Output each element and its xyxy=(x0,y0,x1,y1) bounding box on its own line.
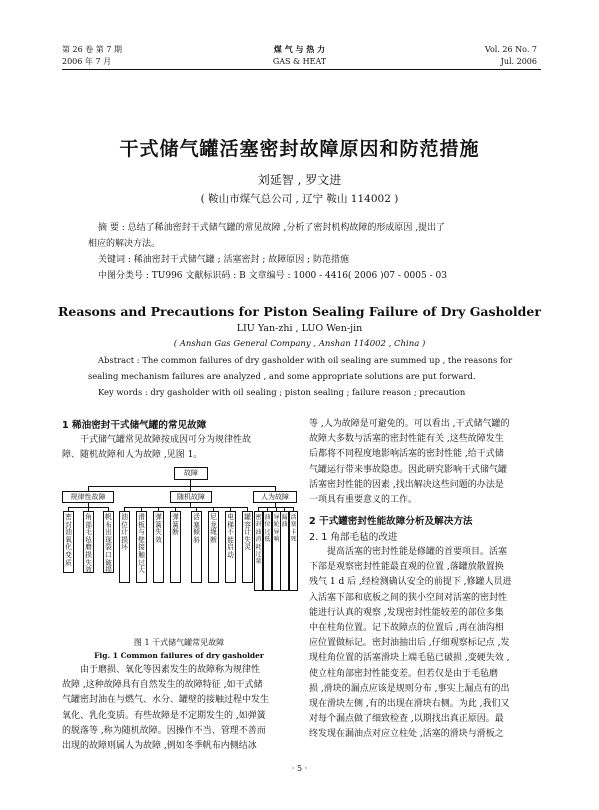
journal-date-en: Jul. 2006 xyxy=(500,57,537,66)
paper-title-en: Reasons and Precautions for Piston Sealing Failure of Dry Gasholder xyxy=(58,304,541,319)
para-line: 现柱角位置的活塞滑块上端毛毡已破损 ,变硬失效 , xyxy=(309,653,510,664)
fig-leaf: 密封油消耗过量 xyxy=(254,511,263,591)
fig-leaf: 弹簧失效 xyxy=(153,511,164,583)
para-line: 入活塞下部和底板之间的狭小空间对活塞的密封性 xyxy=(309,592,508,603)
para-line: 能进行认真的观察 ,发现密封性能较差的部位多集 xyxy=(309,607,504,618)
fig-leaf: 帆布出现裂口破损 xyxy=(103,511,114,573)
page-number: · 5 · xyxy=(291,764,308,773)
abstract-en-line2: sealing mechanism failures are analyzed , and some appropriate solutions are put forward. xyxy=(88,371,476,381)
journal-date: 2006 年 7 月 xyxy=(62,57,112,66)
header-rule xyxy=(62,69,541,70)
fig-leaf: 密封油氧化变质 xyxy=(63,511,74,573)
fig-leaf: 油位过低 xyxy=(263,511,272,591)
figure1-caption-cn: 图 1 干式储气罐常见故障 xyxy=(133,638,225,647)
fig-leaf: 活塞卡死 xyxy=(289,511,298,591)
keywords-cn: 关键词 : 稀油密封干式储气罐 ; 活塞密封 ; 故障原因 ; 防范措施 xyxy=(98,255,350,265)
abstract-en xyxy=(88,352,518,400)
para-line: 下部是观察密封性能最直观的位置 ,落罐放散置换 xyxy=(309,562,504,573)
para-line: 障、随机故障和人为故障 ,见图 1。 xyxy=(62,450,203,461)
para-line: 残气 1 d 后 ,经检测确认安全的前提下 ,修罐人员进 xyxy=(309,577,512,588)
para-line: 故障大多数与活塞的密封性能有关 ,这些故障发生 xyxy=(309,434,504,445)
journal-volume-en: Vol. 26 No. 7 xyxy=(484,45,537,54)
fig-leaf: 导轮异响 xyxy=(272,511,281,591)
para-line: 的脱落等 ,称为随机故障。因操作不当、管理不善而 xyxy=(62,725,266,736)
fig-leaf: 滑板与壁接触过大 xyxy=(136,511,147,583)
fig-root: 故障 xyxy=(174,467,208,480)
journal-volume: 第 26 卷 第 7 期 xyxy=(62,45,122,54)
para-line: 氧化、乳化变质。有些故障是不定期发生的 ,如弹簧 xyxy=(62,710,266,721)
para-line: 终发现在漏油点对应立柱处 ,活塞的滑块与滑板之 xyxy=(309,729,504,740)
para-line: 干式储气罐常见故障按成因可分为规律性故 xyxy=(80,435,252,445)
abstract-en-line1: Abstract : The common failures of dry gasholder with oil sealing are summed up , the reasons for xyxy=(98,355,513,365)
abstract-cn xyxy=(88,220,518,284)
para-line: 一项具有重要意义的工作。 xyxy=(309,495,418,506)
keywords-en: Key words : dry gasholder with oil sealing ; piston sealing ; failure reason ; precaution xyxy=(98,387,466,397)
figure1-caption-en: Fig. 1 Common failures of dry gasholder xyxy=(94,651,264,660)
paper-authors-en: LIU Yan-zhi , LUO Wen-jin xyxy=(236,323,363,334)
journal-name-cn: 煤 气 与 热 力 xyxy=(273,44,326,54)
para-line: 提高活塞的密封性能是修罐的首要项目。活塞 xyxy=(327,547,508,557)
para-line: 故障 ,这种故障具有自然发生的故障特征 ,如干式储 xyxy=(62,680,263,691)
para-line: 应位置做标记。密封油抽出后 ,仔细观察标记点 ,发 xyxy=(309,638,510,649)
section21-heading: 2. 1 角部毛毡的改进 xyxy=(309,532,398,543)
abstract-cn-line1: 摘 要 : 总结了稀油密封干式储气罐的常见故障 ,分析了密封机构故障的形成原因 ,提出了 xyxy=(98,223,446,233)
journal-name-en: GAS & HEAT xyxy=(272,57,327,66)
para-line: 现在滑块左侧 ,有的出现在滑块右侧。为此 ,我们又 xyxy=(309,699,510,710)
para-line: 气罐运行带来事故隐患。因此研究影响干式储气罐 xyxy=(309,464,508,475)
fig-leaf: 活塞倾斜 xyxy=(191,511,202,583)
para-line: 等 ,人为故障是可避免的。可以看出 ,干式储气罐的 xyxy=(309,419,510,429)
para-line: 活塞密封性能的因素 ,找出解决这些问题的办法是 xyxy=(309,479,504,490)
para-line: 出现的故障则属人为故障 ,例如冬季帆布内侧结冰 xyxy=(62,741,257,752)
fig-leaf: 罐容计失灵 xyxy=(242,511,253,583)
classification-cn: 中图分类号 : TU996 文献标识码 : B 文章编号 : 1000 - 4416( 2006 )07 - 0005 - 03 xyxy=(98,271,447,281)
paper-authors: 刘延智 , 罗文进 xyxy=(257,173,342,187)
para-line: 气罐密封油在与燃气、水分、罐壁的接触过程中发生 xyxy=(62,695,270,706)
section2-heading: 2 干式罐密封性能故障分析及解决方法 xyxy=(309,516,473,527)
para-line: 中在柱角位置。记下故障点的位置后 ,再在油沟相 xyxy=(309,623,504,634)
para-line: 对每个漏点做了细致检查 ,以期找出真正原因。最 xyxy=(309,714,504,725)
paper-affiliation: ( 鞍山市煤气总公司 , 辽宁 鞍山 114002 ) xyxy=(200,193,399,205)
paper-title: 干式储气罐活塞密封故障原因和防范措施 xyxy=(119,138,480,160)
section1-heading: 1 稀油密封干式储气罐的常见故障 xyxy=(62,420,207,431)
right-para1 xyxy=(309,417,540,508)
section21-para xyxy=(309,545,540,743)
fig-group-regular: 规律性故障 xyxy=(62,491,114,503)
paper-affiliation-en: ( Anshan Gas General Company , Anshan 114002 , China ) xyxy=(173,339,426,349)
fig-leaf: 电梯不能启动 xyxy=(225,511,236,583)
para-line: 使立柱角部密封性能变差。但若仅是由于毛毡磨 xyxy=(309,668,499,679)
figure1-diagram xyxy=(62,467,296,637)
fig-leaf: 尼龙绳断 xyxy=(208,511,219,583)
fig-group-human: 人为故障 xyxy=(253,491,297,503)
section1-para2 xyxy=(62,663,296,754)
fig-group-random: 随机故障 xyxy=(170,491,212,503)
para-line: 损 ,滑块的漏点应该是规则分布 ,事实上漏点有的出 xyxy=(309,683,510,694)
section1-para1 xyxy=(62,433,296,463)
fig-leaf: 弹簧断 xyxy=(170,511,181,583)
para-line: 后都将不同程度地影响活塞的密封性能 ,给干式储 xyxy=(309,449,504,460)
para-line: 由于磨损、氧化等因素发生的故障称为规律性 xyxy=(80,665,261,675)
fig-leaf: 角部毛毡磨损失效 xyxy=(83,511,94,573)
fig-leaf: 油位计损坏 xyxy=(119,511,130,583)
abstract-cn-line2: 相应的解决方法。 xyxy=(88,239,161,249)
fig-leaf: 漏油 xyxy=(280,511,289,591)
